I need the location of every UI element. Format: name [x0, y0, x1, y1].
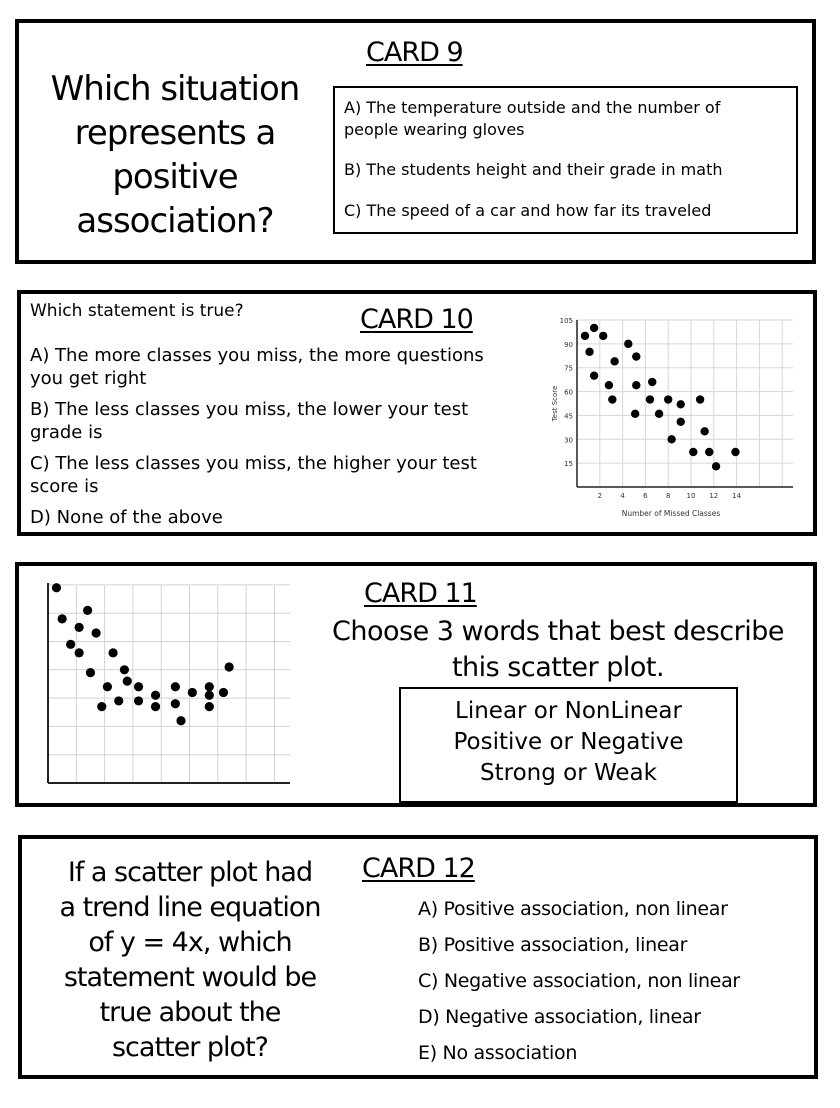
question-line: of y = 4x, which	[88, 927, 292, 958]
y-axis-label: Test Score	[551, 385, 559, 422]
option-a	[30, 344, 484, 390]
data-point	[664, 395, 672, 403]
option-c: C) Negative association, non linear	[418, 970, 740, 992]
data-point	[52, 583, 61, 592]
card-12-question	[32, 855, 348, 1065]
option-b: B) Positive association, linear	[418, 934, 688, 956]
card-10-options	[30, 344, 484, 529]
svg-text:90: 90	[564, 340, 573, 349]
data-point	[632, 381, 640, 389]
card-11-choices-box	[399, 687, 738, 803]
choice-strong: Strong or Weak	[480, 760, 657, 786]
data-point	[134, 696, 143, 705]
data-point	[151, 691, 160, 700]
svg-text:6: 6	[643, 492, 648, 500]
data-point	[590, 324, 598, 332]
card-9-title: CARD 9	[366, 37, 463, 68]
option-a: A) Positive association, non linear	[418, 898, 728, 920]
data-point	[705, 448, 713, 456]
data-point	[632, 352, 640, 360]
svg-text:14: 14	[732, 492, 742, 500]
data-point	[599, 332, 607, 340]
data-point	[176, 716, 185, 725]
data-point	[689, 448, 697, 456]
card-12-options	[418, 891, 740, 1071]
data-point	[655, 410, 663, 418]
question-line: Which situation	[50, 69, 300, 109]
svg-text:45: 45	[564, 412, 573, 421]
data-point	[677, 400, 685, 408]
option-a	[344, 97, 720, 141]
data-point	[605, 381, 613, 389]
data-point	[677, 418, 685, 426]
option-c-line-1: C) The less classes you miss, the higher your test	[30, 453, 477, 474]
data-point	[590, 371, 598, 379]
x-axis-label: Number of Missed Classes	[621, 509, 721, 518]
card-10-scatter-chart	[523, 309, 793, 524]
option-e: E) No association	[418, 1042, 578, 1064]
option-c-line-2: score is	[30, 476, 99, 497]
svg-text:15: 15	[564, 460, 573, 469]
data-point	[700, 427, 708, 435]
option-b	[30, 398, 484, 444]
data-point	[75, 623, 84, 632]
card-11-prompt	[299, 614, 817, 686]
data-point	[66, 640, 75, 649]
option-a-line-1: A) The more classes you miss, the more questions	[30, 345, 484, 366]
question-line: If a scatter plot had	[67, 857, 313, 888]
choice-positive: Positive or Negative	[453, 729, 684, 755]
option-b-line-2: grade is	[30, 422, 103, 443]
data-point	[731, 448, 739, 456]
option-b-line-1: B) The less classes you miss, the lower your test	[30, 399, 469, 420]
data-point	[151, 702, 160, 711]
data-point	[205, 702, 214, 711]
card-11	[15, 562, 817, 807]
data-point	[205, 682, 214, 691]
question-line: association?	[76, 201, 274, 241]
data-point	[631, 410, 639, 418]
data-point	[225, 662, 234, 671]
data-point	[75, 648, 84, 657]
option-d: D) None of the above	[30, 507, 223, 528]
data-point	[585, 348, 593, 356]
card-10-title: CARD 10	[360, 304, 473, 335]
svg-text:4: 4	[620, 492, 625, 500]
data-point	[92, 628, 101, 637]
data-point	[608, 395, 616, 403]
question-line: scatter plot?	[111, 1032, 268, 1063]
data-point	[83, 606, 92, 615]
card-9-question	[27, 67, 323, 243]
svg-text:10: 10	[686, 492, 696, 500]
card-12-title: CARD 12	[362, 853, 475, 884]
data-point	[205, 691, 214, 700]
question-line: represents a	[74, 113, 276, 153]
question-line: positive	[112, 157, 238, 197]
data-point	[120, 665, 129, 674]
data-point	[58, 614, 67, 623]
card-9	[15, 19, 816, 264]
data-point	[581, 332, 589, 340]
data-point	[646, 395, 654, 403]
data-point	[97, 702, 106, 711]
card-9-options-box	[333, 86, 798, 234]
data-point	[667, 435, 675, 443]
option-c	[30, 452, 484, 498]
choice-linear: Linear or NonLinear	[455, 698, 682, 724]
prompt-line: Choose 3 words that best describe	[332, 616, 784, 647]
card-10-prompt: Which statement is true?	[30, 301, 244, 321]
option-a-line-2: people wearing gloves	[344, 120, 525, 139]
card-11-title: CARD 11	[364, 578, 477, 609]
svg-text:8: 8	[665, 492, 671, 500]
card-10	[17, 290, 817, 536]
data-point	[696, 395, 704, 403]
svg-text:2: 2	[597, 492, 603, 500]
option-d: D) Negative association, linear	[418, 1006, 701, 1028]
data-point	[86, 668, 95, 677]
data-point	[103, 682, 112, 691]
question-line: statement would be	[63, 962, 317, 993]
data-point	[114, 696, 123, 705]
option-c: C) The speed of a car and how far its traveled	[344, 201, 712, 220]
card-12	[18, 835, 818, 1079]
prompt-line: this scatter plot.	[451, 652, 665, 683]
chart-grid	[577, 320, 793, 487]
question-line: a trend line equation	[59, 892, 321, 923]
data-point	[108, 648, 117, 657]
svg-text:12: 12	[709, 492, 719, 500]
data-point	[134, 682, 143, 691]
data-point	[610, 357, 618, 365]
question-line: true about the	[99, 997, 281, 1028]
svg-text:105: 105	[559, 317, 573, 325]
data-point	[123, 677, 132, 686]
svg-text:30: 30	[564, 436, 573, 445]
svg-text:60: 60	[564, 388, 573, 397]
svg-text:75: 75	[564, 364, 573, 373]
data-point	[171, 682, 180, 691]
data-point	[648, 378, 656, 386]
data-point	[219, 688, 228, 697]
data-point	[188, 688, 197, 697]
option-b: B) The students height and their grade in math	[344, 160, 723, 179]
data-point	[171, 699, 180, 708]
option-a-line-2: you get right	[30, 368, 147, 389]
data-point	[624, 340, 632, 348]
card-11-scatter-chart	[39, 576, 301, 788]
data-point	[712, 462, 720, 470]
option-a-line-1: A) The temperature outside and the number of	[344, 98, 721, 117]
